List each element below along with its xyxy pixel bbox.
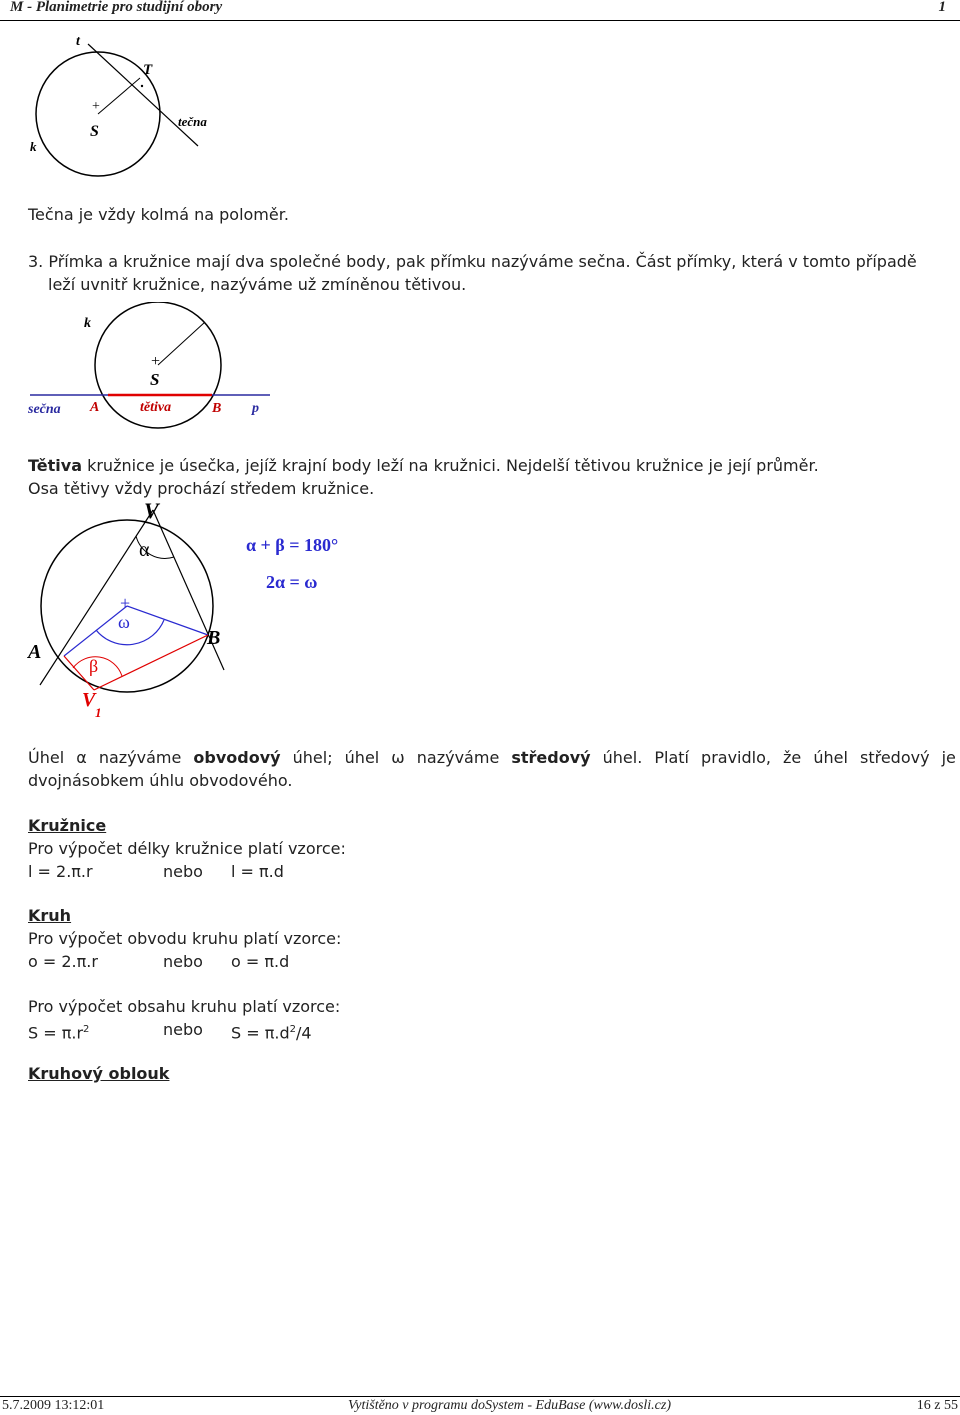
footer-printed-by: Vytištěno v programu doSystem - EduBase (www.dosli.cz) [348, 1398, 672, 1413]
label-k: k [30, 139, 37, 154]
label-tecna: tečna [178, 114, 207, 129]
header-title: M - Planimetrie pro studijní obory [10, 0, 223, 15]
word: pravidlo, [701, 748, 771, 767]
word: úhel [813, 748, 848, 767]
kruh-obsah-nebo: nebo [163, 1020, 203, 1039]
word: nazýváme [98, 748, 182, 767]
label-A: A [28, 641, 42, 663]
kruh-obsah-formula-2 [231, 1019, 312, 1044]
kruznice-nebo: nebo [163, 862, 203, 881]
word: úhel. [602, 748, 643, 767]
chord-definition [28, 455, 819, 477]
item3-line1: 3. Přímka a kružnice mají dva společné body, pak přímku nazýváme sečna. Část přímky, která v tomto případě [28, 252, 917, 271]
equation-sum: α + β = 180° [246, 535, 339, 555]
kruh-obsah-text: Pro výpočet obsahu kruhu platí vzorce: [28, 997, 341, 1016]
radius [98, 78, 140, 114]
angles-line1 [28, 747, 956, 769]
radius [158, 322, 205, 365]
formula-base: S = π.d [231, 1023, 290, 1043]
label-V1: V [82, 689, 96, 711]
label-k: k [84, 316, 91, 331]
label-B: B [212, 401, 222, 416]
label-B: B [207, 627, 221, 649]
label-t: t [76, 34, 80, 49]
label-p: p [252, 401, 259, 416]
alpha-symbol: α [76, 748, 87, 767]
word: úhel; [292, 748, 333, 767]
heading-kruh: Kruh [28, 906, 72, 925]
term-obvodovy: obvodový [193, 748, 281, 767]
tangent-note: Tečna je vždy kolmá na poloměr. [28, 205, 289, 224]
omega-symbol: ω [391, 748, 405, 767]
kruh-obvod-nebo: nebo [163, 952, 203, 971]
chord-axis-note: Osa tětivy vždy prochází středem kružnice. [28, 479, 375, 498]
item3-line2: leží uvnitř kružnice, nazýváme už zmíněnou tětivou. [48, 275, 467, 294]
secant-figure [20, 302, 280, 432]
kruh-obsah-formula-1 [28, 1019, 89, 1044]
word: že [783, 748, 802, 767]
tangent-line [88, 44, 198, 146]
chord-definition-rest: kružnice je úsečka, jejíž krajní body leží na kružnici. Nejdelší tětivou kružnice je její průměr. [82, 456, 819, 475]
label-S: S [90, 123, 99, 140]
tangent-figure [20, 26, 240, 186]
radius-B [127, 606, 208, 635]
label-S: S [150, 370, 160, 389]
kruznice-text: Pro výpočet délky kružnice platí vzorce: [28, 839, 346, 858]
footer-date: 5.7.2009 13:12:01 [2, 1398, 105, 1413]
formula-exponent: 2 [289, 1024, 296, 1035]
label-V: V [144, 500, 159, 523]
kruznice-formula-1: l = 2.π.r [28, 862, 93, 881]
word: Platí [654, 748, 689, 767]
label-A: A [90, 400, 100, 415]
center-plus: + [151, 353, 161, 370]
label-alpha: α [139, 539, 150, 561]
right-angle-dot [141, 85, 143, 87]
formula-base: S = π.r [28, 1023, 84, 1043]
angles-line2: dvojnásobkem úhlu obvodového. [28, 771, 293, 790]
kruznice-formula-2: l = π.d [231, 862, 284, 881]
footer-page-number: 16 z 55 [916, 1398, 958, 1413]
word: je [941, 748, 956, 767]
kruh-obvod-text: Pro výpočet obvodu kruhu platí vzorce: [28, 929, 342, 948]
label-V1-sub: 1 [95, 705, 102, 720]
label-T: T [143, 62, 153, 78]
label-omega: ω [118, 612, 130, 632]
omega-arc [96, 620, 164, 645]
kruh-obvod-formula-1: o = 2.π.r [28, 952, 98, 971]
word: nazýváme [416, 748, 500, 767]
heading-kruznice: Kružnice [28, 816, 107, 835]
center-plus: + [92, 99, 100, 114]
term-stredovy: středový [511, 748, 591, 767]
angle-figure [26, 500, 366, 722]
chord-term: Tětiva [28, 456, 82, 475]
equation-double: 2α = ω [266, 572, 318, 592]
word: středový [859, 748, 930, 767]
kruh-obvod-formula-2: o = π.d [231, 952, 290, 971]
center-plus: + [120, 593, 131, 613]
heading-kruhovy-oblouk: Kruhový oblouk [28, 1064, 170, 1083]
word: Úhel [28, 748, 65, 767]
footer-rule [0, 1396, 960, 1397]
header-number: 1 [938, 0, 946, 15]
label-secna: sečna [28, 402, 61, 417]
label-tetiva: tětiva [140, 400, 172, 415]
formula-divisor: /4 [295, 1023, 312, 1043]
formula-exponent: 2 [83, 1024, 90, 1035]
word: úhel [344, 748, 380, 767]
label-beta: β [89, 656, 99, 676]
